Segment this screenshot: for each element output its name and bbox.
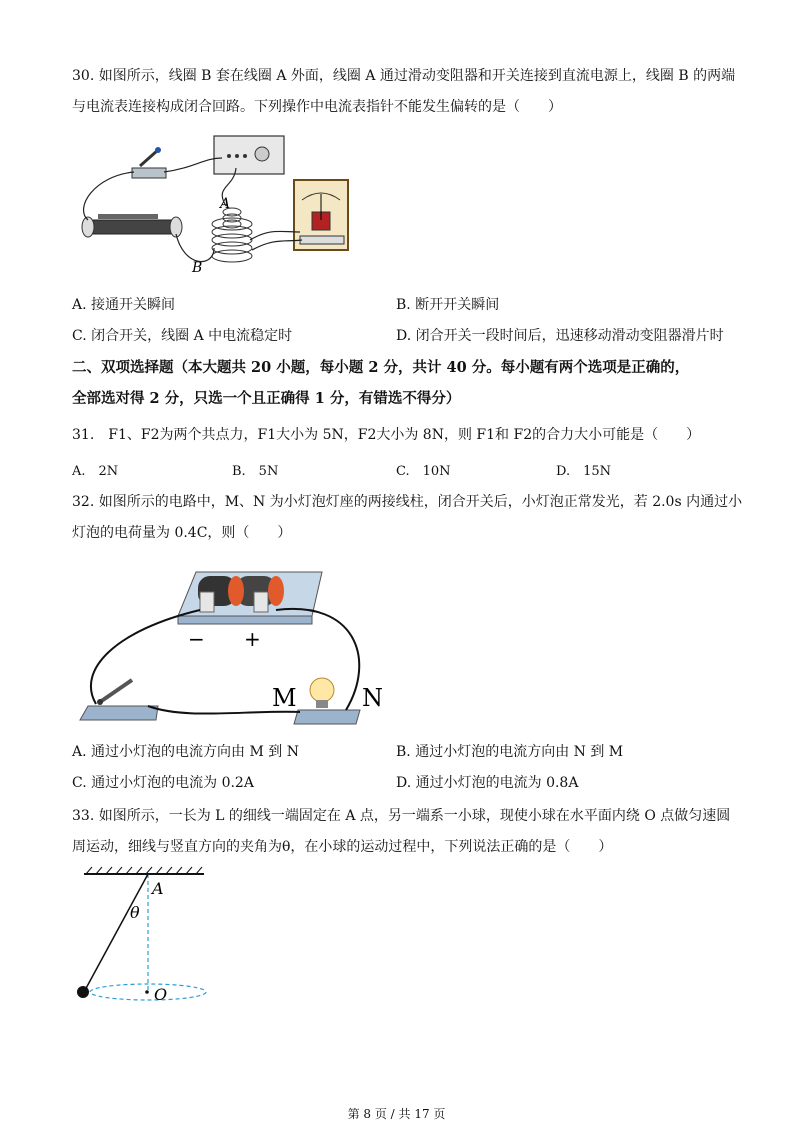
page-footer: 第 8 页 / 共 17 页 [347,1107,446,1121]
q31-text: 31. F1、F2为两个共点力，F1大小为 5N，F2大小为 8N，则 F1和 F2的合力大小可能是（ ） [72,427,701,443]
switch-illustration [132,147,166,178]
point-a-label: A [152,879,164,898]
ball [77,986,89,998]
rheostat-illustration [82,214,182,237]
q31-option-d: D. 15N [556,464,612,479]
section2-heading-line1: 二、双项选择题（本大题共 20 小题，每小题 2 分，共计 40 分。每小题有两个选项是正确的， [72,359,690,376]
battery-holder-illustration [178,572,322,624]
angle-theta-label: θ [130,903,140,922]
q30-option-b: B. 断开开关瞬间 [396,297,500,313]
q30-option-d: D. 闭合开关一段时间后，迅速移动滑动变阻器滑片时 [396,328,724,344]
q30-text-line2: 与电流表连接构成闭合回路。下列操作中电流表指针不能发生偏转的是（ ） [72,99,562,115]
q30-circuit-figure [74,128,364,278]
coil-a-label: A [220,196,231,212]
q32-option-a: A. 通过小灯泡的电流方向由 M 到 N [72,744,299,760]
q32-option-d: D. 通过小灯泡的电流为 0.8A [396,775,579,791]
q32-option-b: B. 通过小灯泡的电流方向由 N 到 M [396,744,624,760]
dc-power-supply-illustration [214,136,284,174]
section2-heading-line2: 全部选对得 2 分，只选一个且正确得 1 分，有错选不得分） [72,390,461,407]
point-o-label: O [154,985,168,1004]
galvanometer-illustration [294,180,348,250]
q32-circuit-figure [76,560,386,730]
q33-text-line2: 周运动，细线与竖直方向的夹角为θ，在小球的运动过程中，下列说法正确的是（ ） [72,839,613,855]
q30-option-a: A. 接通开关瞬间 [72,297,176,313]
battery-plus-label: + [244,627,261,651]
coil-a-b-illustration [212,208,252,262]
q31-option-b: B. 5N [232,464,279,479]
q30-option-c: C. 闭合开关，线圈 A 中电流稳定时 [72,328,293,344]
q32-text-line1: 32. 如图所示的电路中，M、N 为小灯泡灯座的两接线柱，闭合开关后，小灯泡正常发光，若 2.0s 内通过小 [72,494,743,510]
center-point [145,990,149,994]
q33-text-line1: 33. 如图所示，一长为 L 的细线一端固定在 A 点，另一端系一小球，现使小球在水平面内绕 O 点做匀速圆 [72,808,731,824]
q31-option-c: C. 10N [396,464,451,479]
q32-text-line2: 灯泡的电荷量为 0.4C，则（ ） [72,525,292,541]
terminal-n-label: N [362,684,383,712]
q32-option-c: C. 通过小灯泡的电流为 0.2A [72,775,254,791]
battery-minus-label: − [188,627,205,651]
terminal-m-label: M [272,684,297,712]
q33-conical-pendulum-figure [74,866,214,1006]
q31-option-a: A. 2N [72,464,119,479]
coil-b-label: B [192,260,203,276]
q30-text-line1: 30. 如图所示，线圈 B 套在线圈 A 外面，线圈 A 通过滑动变阻器和开关连接到直流电源上，线圈 B 的两端 [72,68,736,84]
string-line [84,874,148,992]
